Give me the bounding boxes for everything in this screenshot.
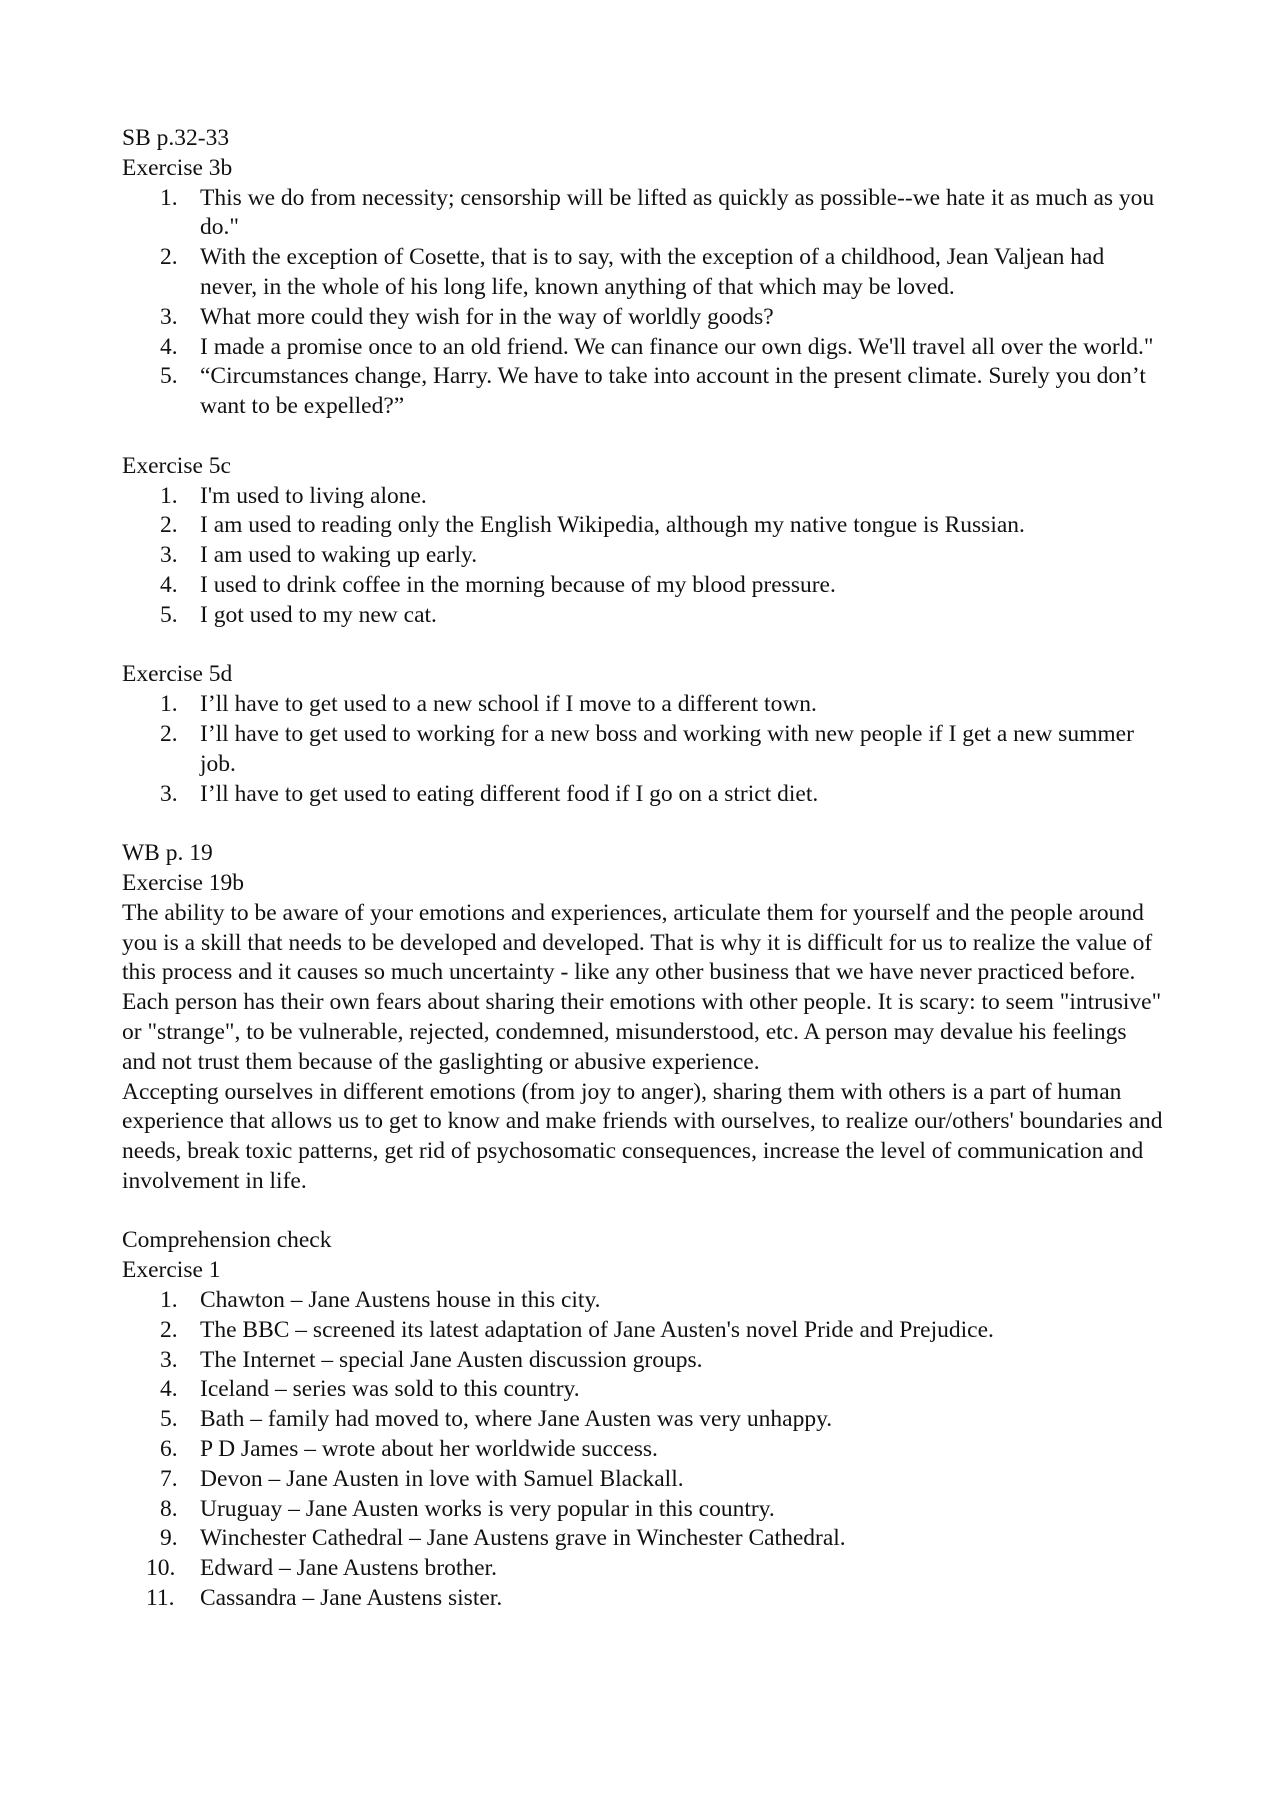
exercise-1-title: Exercise 1	[122, 1257, 221, 1284]
blank-line	[122, 631, 1164, 661]
list-item-text: The Internet – special Jane Austen discussion groups.	[200, 1346, 703, 1373]
wb-heading: WB p. 19	[122, 840, 213, 867]
list-item-text: I used to drink coffee in the morning because of my blood pressure.	[200, 571, 836, 598]
list-item-number: 10.	[146, 1555, 176, 1582]
list-item-number: 1.	[160, 482, 178, 509]
list-item	[122, 780, 1164, 810]
list-item	[122, 1584, 1164, 1614]
list-item	[122, 303, 1164, 333]
list-item-number: 2.	[160, 1316, 178, 1343]
list-item	[122, 243, 1164, 303]
list-item-number: 3.	[160, 542, 178, 569]
exercise-3b-title: Exercise 3b	[122, 154, 233, 181]
blank-line	[122, 809, 1164, 839]
list-item	[122, 690, 1164, 720]
list-item-text: Uruguay – Jane Austen works is very popular in this country.	[200, 1495, 775, 1522]
list-item-text: This we do from necessity; censorship will be lifted as quickly as possible--we hate it as much as you do."	[200, 184, 1155, 241]
list-item-number: 1.	[160, 691, 178, 718]
list-item	[122, 571, 1164, 601]
comprehension-heading: Comprehension check	[122, 1227, 332, 1254]
list-item-number: 3.	[160, 780, 178, 807]
list-item-number: 5.	[160, 363, 178, 390]
list-item-number: 7.	[160, 1465, 178, 1492]
list-item-text: What more could they wish for in the way of worldly goods?	[200, 303, 774, 330]
list-item	[122, 1465, 1164, 1495]
exercise-19b-paragraph: Accepting ourselves in different emotions (from joy to anger), sharing them with others is a part of human experience that allows us to get to know and make friends with ourselves, to realize our/others' boundaries and needs, break toxic patterns, get rid of psychosomatic consequences, increase the level of communication and involvement in life.	[122, 1078, 1163, 1194]
list-item-number: 1.	[160, 184, 178, 211]
list-item	[122, 1435, 1164, 1465]
list-item-text: I'm used to living alone.	[200, 482, 427, 509]
list-item-text: I am used to reading only the English Wikipedia, although my native tongue is Russian.	[200, 512, 1025, 539]
sb-heading: SB p.32-33	[122, 125, 230, 151]
list-item-number: 1.	[160, 1287, 178, 1314]
list-item-text: Iceland – series was sold to this country.	[200, 1376, 580, 1403]
list-item-text: Bath – family had moved to, where Jane Austen was very unhappy.	[200, 1406, 833, 1433]
exercise-5d-list	[122, 690, 1164, 809]
exercise-5c-title: Exercise 5c	[122, 452, 231, 479]
list-item-text: I’ll have to get used to working for a new boss and working with new people if I get a new summer job.	[200, 720, 1134, 777]
list-item-number: 4.	[160, 1376, 178, 1403]
list-item-number: 2.	[160, 512, 178, 539]
list-item	[122, 720, 1164, 780]
list-item	[122, 1405, 1164, 1435]
list-item	[122, 1495, 1164, 1525]
blank-line	[122, 1197, 1164, 1227]
list-item-number: 3.	[160, 303, 178, 330]
list-item-number: 9.	[160, 1525, 178, 1552]
list-item-number: 2.	[160, 720, 178, 747]
list-item-text: Winchester Cathedral – Jane Austens grave in Winchester Cathedral.	[200, 1525, 846, 1552]
exercise-19b-paragraph: The ability to be aware of your emotions and experiences, articulate them for yourself and the people around you is a skill that needs to be developed and developed. That is why it is difficult for us to realize the value of this process and it causes so much uncertainty - like any other business that we have never practiced before. Each person has their own fears about sharing their emotions with other people. It is scary: to seem "intrusive" or "strange", to be vulnerable, rejected, condemned, misunderstood, etc. A person may devalue his feelings and not trust them because of the gaslighting or abusive experience.	[122, 899, 1162, 1075]
list-item	[122, 1316, 1164, 1346]
list-item	[122, 1524, 1164, 1554]
list-item-text: With the exception of Cosette, that is to say, with the exception of a childhood, Jean Valjean had never, in the whole of his long life, known anything of that which may be loved.	[200, 244, 1105, 300]
list-item-text: I made a promise once to an old friend. We can finance our own digs. We'll travel all over the world."	[200, 333, 1154, 360]
list-item-text: Edward – Jane Austens brother.	[200, 1555, 497, 1582]
list-item	[122, 1554, 1164, 1584]
document-page	[122, 124, 1164, 1614]
list-item	[122, 541, 1164, 571]
list-item-text: P D James – wrote about her worldwide success.	[200, 1436, 658, 1463]
list-item-text: Devon – Jane Austen in love with Samuel Blackall.	[200, 1465, 684, 1492]
blank-line	[122, 422, 1164, 452]
list-item-number: 5.	[160, 1406, 178, 1433]
list-item	[122, 333, 1164, 363]
list-item	[122, 1286, 1164, 1316]
list-item-text: I am used to waking up early.	[200, 542, 478, 569]
list-item	[122, 1346, 1164, 1376]
list-item-text: Cassandra – Jane Austens sister.	[200, 1585, 503, 1612]
list-item-text: The BBC – screened its latest adaptation of Jane Austen's novel Pride and Prejudice.	[200, 1316, 994, 1343]
list-item-number: 8.	[160, 1495, 178, 1522]
list-item-text: I got used to my new cat.	[200, 601, 437, 628]
exercise-1-list	[122, 1286, 1164, 1614]
exercise-19b-title: Exercise 19b	[122, 869, 245, 896]
list-item	[122, 1375, 1164, 1405]
list-item	[122, 601, 1164, 631]
list-item-number: 5.	[160, 601, 178, 628]
list-item	[122, 184, 1164, 244]
list-item-number: 4.	[160, 571, 178, 598]
list-item	[122, 362, 1164, 422]
exercise-5d-title: Exercise 5d	[122, 661, 233, 688]
list-item	[122, 511, 1164, 541]
list-item-number: 6.	[160, 1436, 178, 1463]
list-item-number: 3.	[160, 1346, 178, 1373]
list-item-number: 11.	[146, 1585, 175, 1612]
exercise-3b-list	[122, 184, 1164, 422]
list-item-number: 4.	[160, 333, 178, 360]
list-item-text: I’ll have to get used to eating different food if I go on a strict diet.	[200, 780, 819, 807]
list-item-text: I’ll have to get used to a new school if I move to a different town.	[200, 691, 817, 718]
list-item-text: “Circumstances change, Harry. We have to take into account in the present climate. Surely you don’t want to be expelled?”	[200, 363, 1146, 420]
exercise-5c-list	[122, 482, 1164, 631]
list-item-text: Chawton – Jane Austens house in this city.	[200, 1287, 601, 1314]
list-item	[122, 482, 1164, 512]
list-item-number: 2.	[160, 244, 178, 271]
